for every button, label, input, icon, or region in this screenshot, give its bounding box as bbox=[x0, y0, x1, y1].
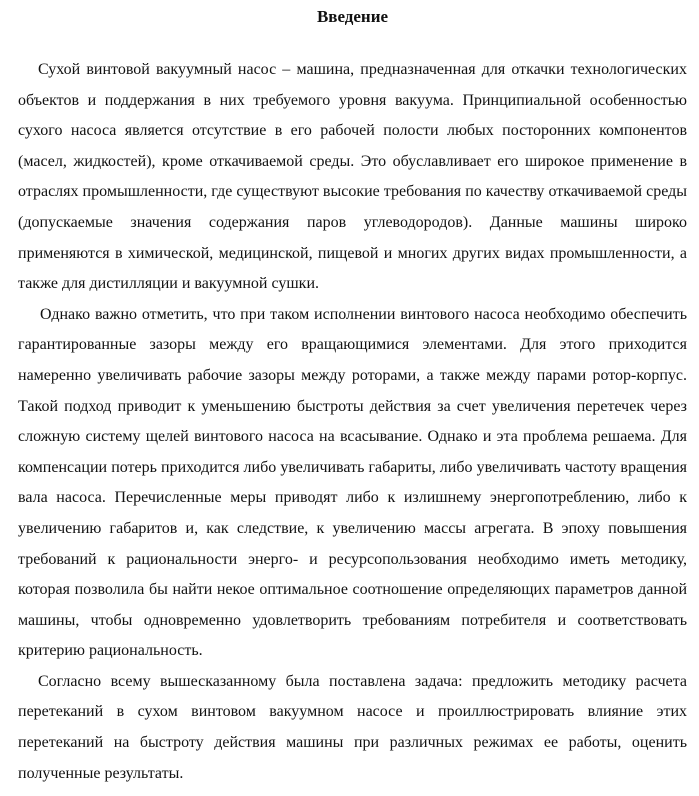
paragraph-task: Согласно всему вышесказанному была поставлена задача: предложить методику расчета перетеканий в сухом винтовом вакуумном насосе и проиллюстрировать влияние этих перетеканий на быстроту действия машины при различных режимах ее работы, оценить полученные результаты. bbox=[18, 672, 687, 782]
paragraph-intro: Сухой винтовой вакуумный насос – машина, предназначенная для откачки технологических объектов и поддержания в них требуемого уровня вакуума. Принципиальной особенностью сухого насоса является отсутствие в его рабочей полости любых посторонних компонентов (масел, жидкостей), кроме откачиваемой среды. Это обуславливает его широкое применение в отраслях промышленности, где существуют высокие требования по качеству откачиваемой среды (допускаемые значения содержания паров углеводородов). Данные машины широко применяются в химической, медицинской, пищевой и многих других видах промышленности, а также для дистилляции и вакуумной сушки. bbox=[18, 61, 687, 293]
document-title: Введение bbox=[316, 7, 389, 26]
paragraph-clearances: Однако важно отметить, что при таком исполнении винтового насоса необходимо обеспечить гарантированные зазоры между его вращающимися элементами. Для этого приходится намеренно увеличивать рабочие зазоры между роторами, а также между парами ротор-корпус. Такой подход приводит к уменьшению быстроты действия за счет увеличения перетечек через сложную систему щелей винтового насоса на всасывание. Однако и эта проблема решаема. Для компенсации потерь приходится либо увеличивать габариты, либо увеличивать частоту вращения вала насоса. Перечисленные меры приводят либо к излишнему энергопотреблению, либо к увеличению габаритов и, как следствие, к увеличению массы агрегата. В эпоху повышения требований к рациональности энерго- и ресурсопользования необходимо иметь методику, которая позволила бы найти некое оптимальное соотношение определяющих параметров данной машины, чтобы одновременно удовлетворить требованиям потребителя и соответствовать критерию рациональность. bbox=[18, 305, 687, 660]
